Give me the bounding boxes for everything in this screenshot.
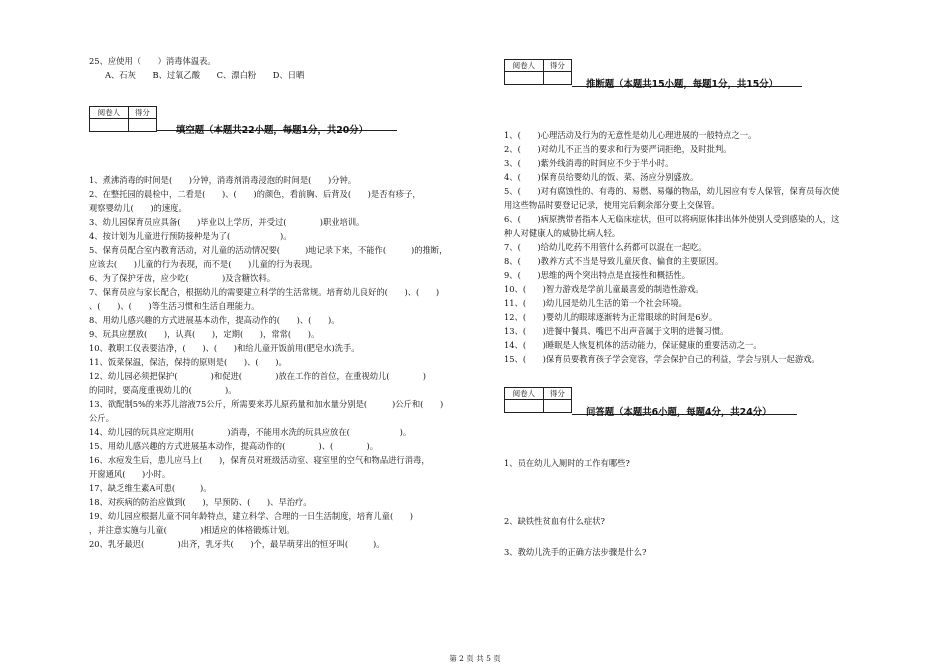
score-box-score-label: 得分 [543,60,571,72]
page-footer: 第 2 页 共 5 页 [449,654,501,663]
fill-section-title: 填空题（本题共22小题，每题1分，共20分） [176,125,368,136]
score-box-score-label: 得分 [128,107,156,119]
question-25-options: A、石灰 B、过氧乙酸 C、漂白粉 D、日晒 [105,70,305,80]
judge-line: 种人对健康人的威胁比病人轻。 [504,228,621,238]
judge-line: 12、( )婴幼儿的眼球逐渐转为正常眼球的时间是6岁。 [504,312,718,322]
judge-line: 14、( )睡眠是人恢复机体的活动能力，保证健康的重要活动之一。 [504,340,762,350]
fill-line: 8、用幼儿感兴趣的方式进展基本动作，提高动作的( )、( )。 [89,315,340,325]
score-box-score-cell [543,400,571,413]
score-box-score-label: 得分 [543,388,571,400]
score-box-grader-cell [505,400,544,413]
qa-line: 1、员在幼儿入厕时的工作有哪些? [504,458,630,468]
fill-line: 13、欲配制5%的来苏儿溶液75公斤，所需要来苏儿原药量和加水量分别是( )公斤和( ) [89,399,444,409]
judge-line: 3、( )紫外线消毒的时间应不少于半小时。 [504,158,674,168]
qa-line: 2、缺铁性贫血有什么症状? [504,516,605,526]
fill-line: 19、幼儿园应根据儿童不同年龄特点，建立科学、合理的一日生活制度，培育儿童( ) [89,511,414,521]
fill-line: 18、对疾病的防治应做到( )，早预防、( )、早治疗。 [89,497,312,507]
fill-line: 9、玩具应摆放( )，认真( )，定期( )，常常( )。 [89,329,320,339]
fill-line: 的同时，要高度重视幼儿的( )。 [89,385,237,395]
fill-line: 公斤。 [89,413,114,423]
score-box-score-cell [543,72,571,85]
fill-line: 15、用幼儿感兴趣的方式进展基本动作，提高动作的( )、( )。 [89,441,379,451]
score-box-grader-cell [90,119,129,132]
judge-line: 5、( )对有腐蚀性的、有毒的、易燃、易爆的物品，幼儿园应有专人保管，保育员每次使 [504,186,840,196]
fill-line: 14、幼儿园的玩具应定期用( )消毒，不能用水洗的玩具应放在( )。 [89,427,412,437]
fill-line: 6、为了保护牙齿，应少吃( )及含糖饮料。 [89,273,275,283]
score-box-grader-label: 阅卷人 [90,107,129,119]
fill-line: 4、按计划为儿童进行预防接种是为了( )。 [89,231,292,241]
fill-line: 1、煮沸消毒的时间是( )分钟，消毒剂消毒浸泡的时间是( )分钟。 [89,175,357,185]
fill-line: 3、幼儿园保育员应具备( )毕业以上学历，并受过( )职业培训。 [89,217,365,227]
judge-line: 8、( )教养方式不当是导致儿童厌食、偏食的主要原因。 [504,256,724,266]
judge-line: 2、( )对幼儿不正当的要求和行为要严词拒绝，及时批判。 [504,144,732,154]
judge-line: 用这些物品时要登记记录，使用完后剩余部分要上交保管。 [504,200,720,210]
fill-line: 7、保育员应与家长配合，根据幼儿的需要建立科学的生活常规。培育幼儿良好的( )、( ) [89,287,440,297]
judge-line: 4、( )保育员给婴幼儿的饭、菜、汤应分别盛放。 [504,172,699,182]
fill-line: 观察婴幼儿( )的速度。 [89,203,187,213]
fill-line: 开窗通风( )小时。 [89,469,171,479]
fill-line: 17、缺乏维生素A可患( )。 [89,483,212,493]
score-box-grader-label: 阅卷人 [505,388,544,400]
judge-line: 9、( )思维的两个突出特点是直接性和概括性。 [504,270,690,280]
judge-line: 7、( )给幼儿吃药不用管什么药都可以混在一起吃。 [504,242,707,252]
score-box-grader-cell [505,72,544,85]
score-box-score-cell [128,119,156,132]
fill-line: 16、水痘发生后，患儿应马上( )，保育员对班级活动室、寝室里的空气和物品进行消毒， [89,455,430,465]
score-box-qa [504,387,572,413]
fill-line: 2、在整托园的晨检中，二看是( )、( )的颜色，看前胸、后背及( )是否有疹子， [89,189,421,199]
fill-line: 5、保育员配合室内教育活动，对儿童的活动情况要( )地记录下来，不能作( )的推断， [89,245,448,255]
score-box-judge [504,59,572,85]
fill-line: 应该去( )儿童的行为表现，而不是( )儿童的行为表现。 [89,259,318,269]
fill-line: 、( )、( )等生活习惯和生活自理能力。 [89,301,260,311]
judge-section-title: 推断题（本题共15小题，每题1分，共15分） [586,79,778,90]
judge-line: 10、( )智力游戏是学前儿童最喜爱的制造性游戏。 [504,284,704,294]
fill-line: 10、教职工仪表要洁净，( )、( )和给儿童开饭前用(肥皂水)洗手。 [89,343,360,353]
qa-line: 3、教幼儿洗手的正确方法步骤是什么? [504,547,647,557]
fill-line: ，并注意实施与儿童( )相适应的体格锻炼计划。 [89,525,295,535]
question-25-stem: 25、应使用（ ）消毒体温表。 [89,56,216,66]
judge-line: 1、( )心理活动及行为的无意性是幼儿心理进展的一般特点之一。 [504,130,757,140]
judge-line: 6、( )病原携带者指本人无临床症状，但可以将病原体排出体外使别人受到感染的人，这 [504,214,840,224]
judge-line: 15、( )保育员要教育孩子学会宽容，学会保护自己的利益，学会与别人一起游戏。 [504,354,820,364]
fill-line: 12、幼儿园必须把保护( )和促进( )放在工作的首位，在重视幼儿( ) [89,371,426,381]
fill-line: 20、乳牙最迟( )出齐，乳牙共( )个，最早萌芽出的恒牙叫( )。 [89,539,385,549]
judge-line: 11、( )幼儿园是幼儿生活的第一个社会环境。 [504,298,687,308]
fill-line: 11、饭菜保温，保洁，保持的原则是( )、( )。 [89,357,287,367]
score-box-fill [89,106,157,132]
judge-line: 13、( )进餐中餐具、嘴巴不出声音属于文明的进餐习惯。 [504,326,729,336]
qa-section-title: 问答题（本题共6小题，每题4分，共24分） [586,407,772,418]
score-box-grader-label: 阅卷人 [505,60,544,72]
